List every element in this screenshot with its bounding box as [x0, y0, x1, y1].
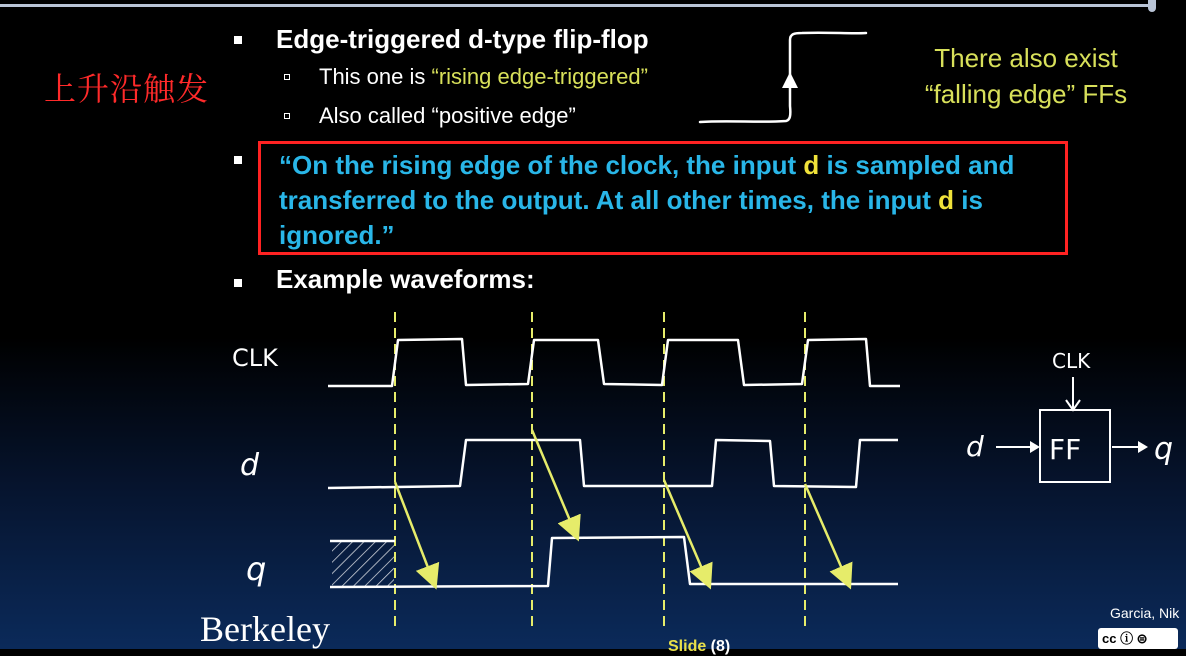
- ff-clk-label: CLK: [1052, 349, 1091, 373]
- sample-arrow: [395, 482, 432, 578]
- creative-commons-icon: cc ⓘ ⊜: [1098, 628, 1178, 649]
- quote-part-1: “On the rising edge of the clock, the input: [279, 150, 804, 180]
- bullet-flipflop-heading: Edge-triggered d-type flip-flop: [276, 24, 649, 54]
- falling-edge-note-line1: There also exist: [934, 43, 1118, 73]
- sub-bullet-positive-edge: Also called “positive edge”: [319, 103, 576, 128]
- slide-number: [668, 638, 730, 656]
- ff-d-label: d: [966, 430, 984, 463]
- ff-q-arrowhead: [1138, 441, 1148, 453]
- slide-number-value: (8): [706, 638, 731, 655]
- sample-arrow: [532, 430, 574, 530]
- quote-part-2: is sampled and transferred to the output. At all other times, the input: [279, 150, 1015, 215]
- rising-edge-highlight: “rising edge-triggered”: [431, 64, 648, 89]
- d-waveform: [328, 440, 898, 488]
- quote-part-3: is ignored.”: [279, 185, 983, 250]
- quote-d-highlight: d: [803, 150, 820, 180]
- berkeley-logo: Berkeley: [200, 609, 330, 649]
- ff-d-arrowhead: [1030, 441, 1040, 453]
- d-signal-label: d: [240, 448, 260, 483]
- clk-signal-label: CLK: [232, 344, 278, 372]
- slide-number-prefix: Slide: [668, 638, 707, 655]
- quote-d-highlight: d: [938, 185, 955, 215]
- sample-arrow: [805, 484, 846, 578]
- ff-q-label: q: [1154, 432, 1174, 467]
- sub-bullet-rising-prefix: This one is: [319, 64, 432, 89]
- bullet-example-waveforms: Example waveforms:: [276, 264, 535, 294]
- chinese-annotation: 上升沿触发: [44, 70, 210, 108]
- q-signal-label: q: [246, 550, 267, 588]
- clk-waveform: [328, 339, 900, 386]
- q-unknown-hatch: [332, 541, 394, 587]
- sample-arrow: [664, 480, 706, 578]
- author-credit: Garcia, Nik: [1110, 605, 1180, 621]
- q-waveform: [330, 537, 898, 587]
- ff-box-label: FF: [1049, 433, 1082, 466]
- falling-edge-note-line2: “falling edge” FFs: [924, 79, 1128, 109]
